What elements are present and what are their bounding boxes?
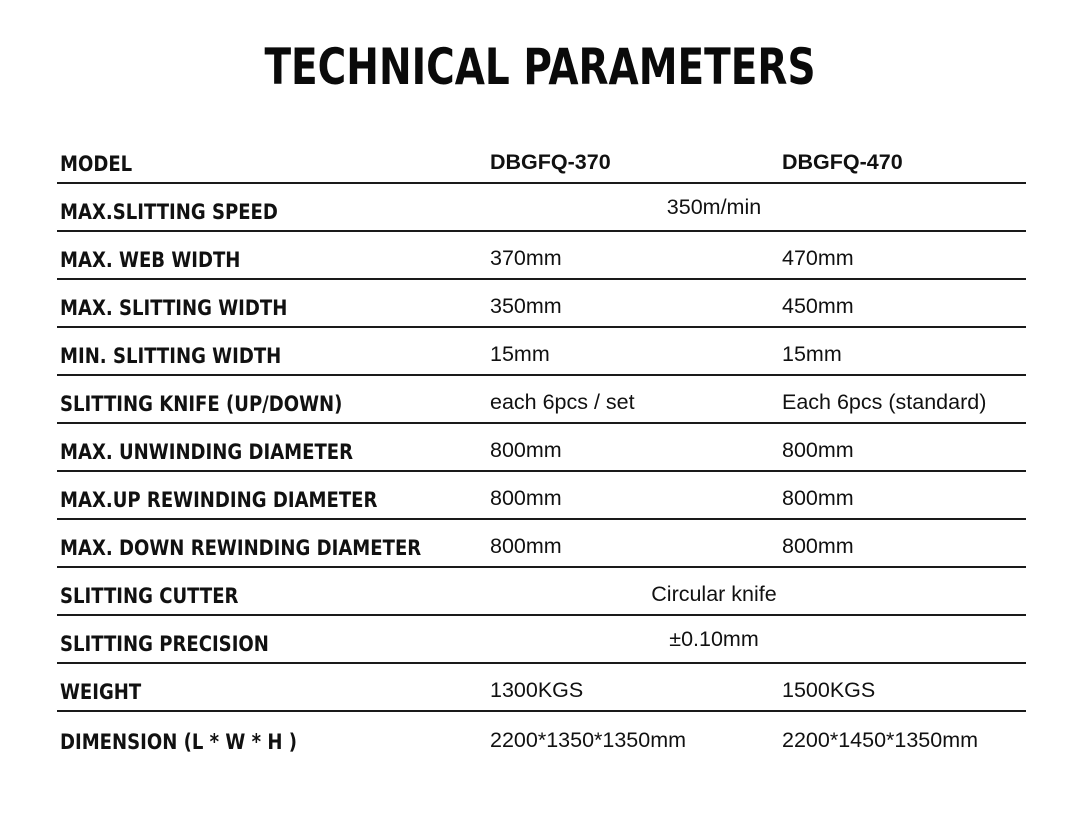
row-label: MAX. WEB WIDTH [60, 248, 241, 272]
row-label: MAX. UNWINDING DIAMETER [60, 440, 354, 464]
row-label: SLITTING PRECISION [60, 632, 269, 656]
model-1-header: DBGFQ-370 [490, 150, 611, 174]
row-label: WEIGHT [60, 680, 142, 704]
row-value-model-1: 370mm [490, 246, 562, 270]
table-row-max-web-width [57, 232, 1026, 280]
row-value-model-2: 470mm [782, 246, 854, 270]
table-row-dimension [57, 712, 1026, 760]
row-label: DIMENSION (L * W * H ) [60, 730, 297, 754]
row-label: SLITTING CUTTER [60, 584, 239, 608]
parameters-table [57, 140, 1026, 760]
row-value-model-1: 2200*1350*1350mm [490, 728, 687, 752]
row-label: MAX.UP REWINDING DIAMETER [60, 488, 378, 512]
model-header-label: MODEL [60, 152, 133, 176]
table-row-max-up-rewinding-diameter [57, 472, 1026, 520]
table-row-max-down-rewinding-diameter [57, 520, 1026, 568]
row-shared-value: Circular knife [651, 582, 777, 606]
table-row-max-slitting-width [57, 280, 1026, 328]
row-label: SLITTING KNIFE (UP/DOWN) [60, 392, 343, 416]
row-value-model-2: Each 6pcs (standard) [782, 390, 987, 414]
row-label: MAX.SLITTING SPEED [60, 200, 278, 224]
table-row-max-unwinding-diameter [57, 424, 1026, 472]
table-row-slitting-knife [57, 376, 1026, 424]
row-value-model-1: 800mm [490, 438, 562, 462]
row-value-model-2: 800mm [782, 486, 854, 510]
row-value-model-2: 1500KGS [782, 678, 876, 702]
row-value-model-1: 1300KGS [490, 678, 584, 702]
row-value-model-1: 350mm [490, 294, 562, 318]
row-label: MAX. SLITTING WIDTH [60, 296, 288, 320]
page-title: TECHNICAL PARAMETERS [264, 38, 816, 96]
row-value-model-2: 15mm [782, 342, 842, 366]
table-row-weight [57, 664, 1026, 712]
row-value-model-1: 800mm [490, 486, 562, 510]
row-value-model-2: 450mm [782, 294, 854, 318]
model-2-header: DBGFQ-470 [782, 150, 903, 174]
row-value-model-1: each 6pcs / set [490, 390, 635, 414]
table-header-row [57, 140, 1026, 184]
row-value-model-2: 800mm [782, 534, 854, 558]
table-row-max-slitting-speed [57, 184, 1026, 232]
row-shared-value: 350m/min [666, 195, 762, 219]
row-label: MIN. SLITTING WIDTH [60, 344, 282, 368]
table-row-slitting-cutter [57, 568, 1026, 616]
row-value-model-2: 800mm [782, 438, 854, 462]
row-value-model-1: 800mm [490, 534, 562, 558]
row-label: MAX. DOWN REWINDING DIAMETER [60, 536, 422, 560]
table-row-slitting-precision [57, 616, 1026, 664]
table-row-min-slitting-width [57, 328, 1026, 376]
row-value-model-1: 15mm [490, 342, 550, 366]
row-value-model-2: 2200*1450*1350mm [782, 728, 979, 752]
row-shared-value: ±0.10mm [669, 627, 759, 651]
